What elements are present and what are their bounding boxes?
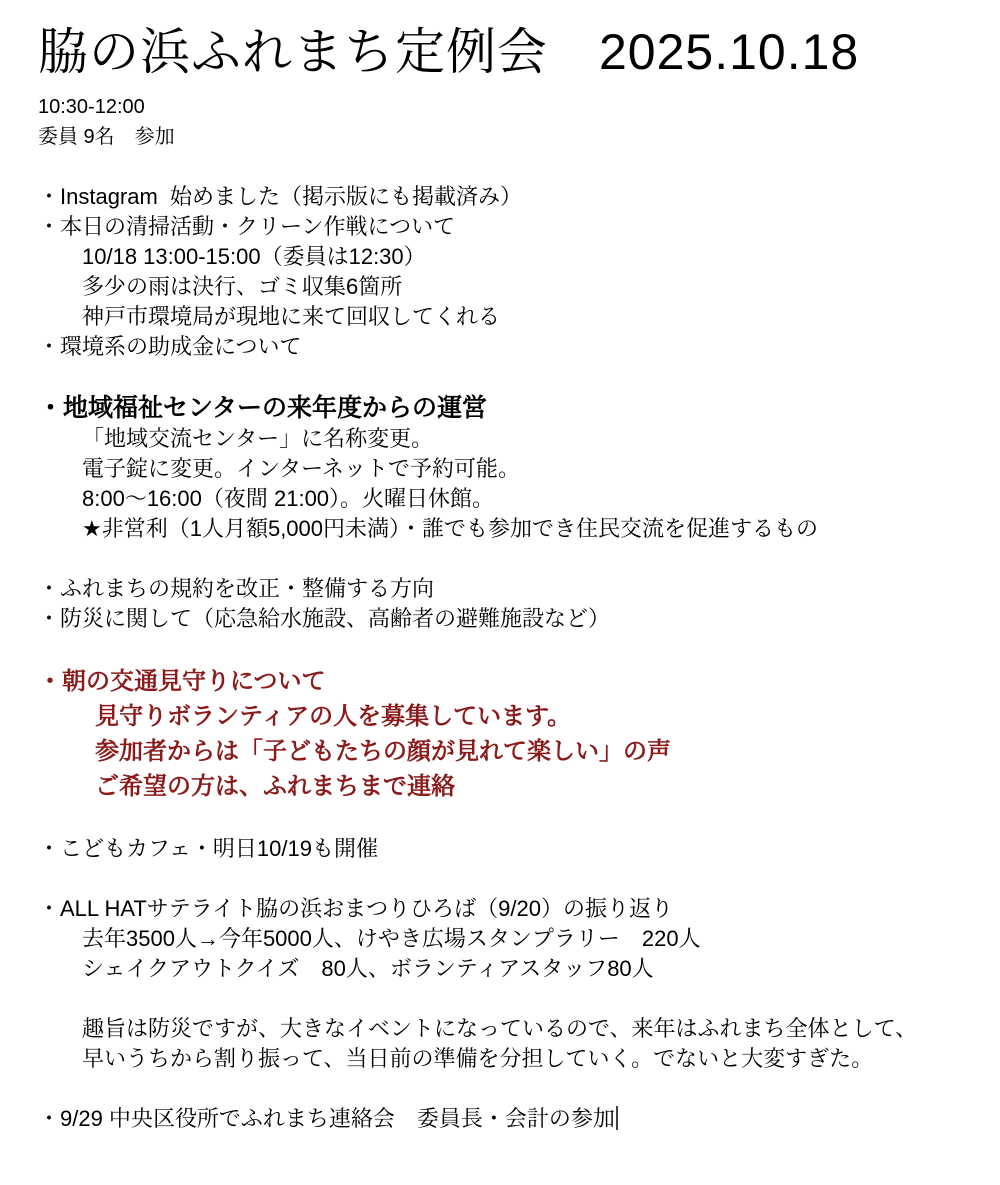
text-line: ★非営利（1人月額5,000円未満）・誰でも参加でき住民交流を促進するもの (82, 516, 819, 541)
blank-line (38, 362, 970, 392)
text-line: 多少の雨は決行、ゴミ収集6箇所 (82, 274, 403, 299)
text-line: 8:00〜16:00（夜間 21:00）。火曜日休館。 (82, 486, 495, 511)
text-line: 趣旨は防災ですが、大きなイベントになっているので、来年はふれまち全体として、 (82, 1016, 918, 1041)
text-line: ・ALL HATサテライト脇の浜おまつりひろば（9/20）の振り返り (38, 896, 673, 921)
text-line: ・本日の清掃活動・クリーン作戦について (38, 214, 456, 239)
text-line: ・環境系の助成金について (38, 334, 302, 359)
blank-line (38, 984, 970, 1014)
text-line: ・こどもカフェ・明日10/19も開催 (38, 836, 378, 861)
blank-line (38, 634, 970, 664)
text-line: 10:30-12:00 (38, 96, 145, 118)
blank-line (38, 864, 970, 894)
text-line: ・Instagram 始めました（掲示版にも掲載済み） (38, 184, 523, 209)
text-line: 「地域交流センター」に名称変更。 (82, 426, 434, 451)
blank-line (38, 804, 970, 834)
text-line: 10/18 13:00-15:00（委員は12:30） (82, 244, 426, 269)
page-title: 脇の浜ふれまち定例会 2025.10.18 (38, 24, 860, 80)
text-line: 去年3500人→今年5000人、けやき広場スタンプラリー 220人 (82, 926, 701, 951)
document-body[interactable] (38, 92, 970, 1134)
text-line: 早いうちから割り振って、当日前の準備を分担していく。でないと大変すぎた。 (82, 1046, 874, 1071)
text-line: シェイクアウトクイズ 80人、ボランティアスタッフ80人 (82, 956, 654, 981)
blank-line (38, 544, 970, 574)
text-line: ご希望の方は、ふれまちまで連絡 (95, 773, 455, 800)
text-line: ・ふれまちの規約を改正・整備する方向 (38, 576, 435, 601)
blank-line (38, 152, 970, 182)
text-line: 委員 9名 参加 (38, 126, 175, 148)
text-line: ・朝の交通見守りについて (38, 668, 326, 695)
text-line: 電子錠に変更。インターネットで予約可能。 (82, 456, 521, 481)
text-line: 神戸市環境局が現地に来て回収してくれる (82, 304, 501, 329)
text-line: ・9/29 中央区役所でふれまち連絡会 委員長・会計の参加 (38, 1104, 970, 1134)
text-cursor (616, 1106, 618, 1130)
text-line: ・防災に関して（応急給水施設、高齢者の避難施設など） (38, 606, 611, 631)
text-line: 見守りボランティアの人を募集しています。 (95, 703, 572, 730)
text-line: 参加者からは「子どもたちの顔が見れて楽しい」の声 (95, 738, 671, 765)
blank-line (38, 1074, 970, 1104)
text-line: ・地域福祉センターの来年度からの運営 (38, 394, 488, 422)
